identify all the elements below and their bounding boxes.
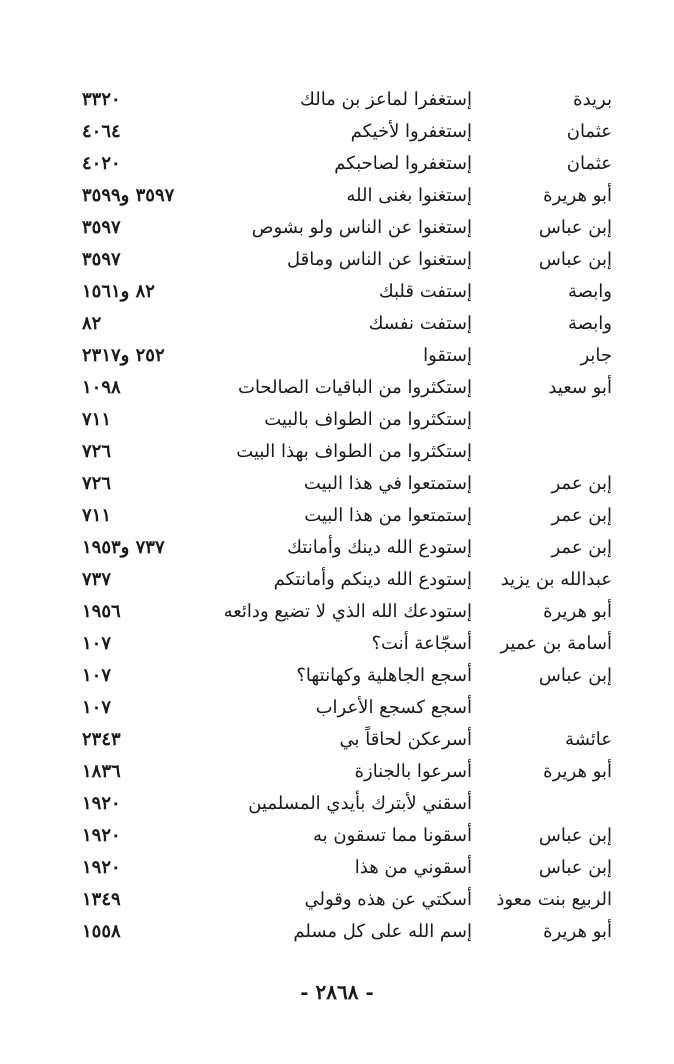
- narrator-name: جابر: [580, 345, 612, 366]
- index-row: [0, 468, 674, 500]
- narrator-name: عبدالله بن يزيد: [500, 569, 612, 590]
- hadith-number: ٧١١: [82, 505, 112, 526]
- hadith-number: ١٠٩٨: [82, 377, 121, 398]
- hadith-text: أسقوني من هذا: [354, 857, 472, 878]
- hadith-number: ٨٢ و١٥٦١: [82, 281, 155, 302]
- hadith-text: إستودع الله دينكم وأمانتكم: [273, 569, 472, 590]
- index-row: [0, 884, 674, 916]
- narrator-name: وابصة: [568, 313, 612, 334]
- index-row: [0, 788, 674, 820]
- index-row: [0, 820, 674, 852]
- page-number: - ٢٨٦٨ -: [300, 980, 374, 1004]
- hadith-number: ٤٠٦٤: [82, 121, 121, 142]
- narrator-name: إبن عباس: [538, 217, 612, 238]
- narrator-name: عائشة: [565, 729, 612, 750]
- hadith-number: ٧١١: [82, 409, 112, 430]
- hadith-text: إستمتعوا من هذا البيت: [304, 505, 472, 526]
- hadith-text: إستغفرا لماعز بن مالك: [300, 89, 472, 110]
- narrator-name: إبن عباس: [538, 857, 612, 878]
- index-row: [0, 308, 674, 340]
- index-row: [0, 660, 674, 692]
- index-row: [0, 116, 674, 148]
- hadith-text: إستمتعوا في هذا البيت: [303, 473, 472, 494]
- narrator-name: أسامة بن عمير: [500, 633, 612, 654]
- hadith-text: أسجع الجاهلية وكهانتها؟: [296, 665, 472, 686]
- narrator-name: إبن عمر: [551, 473, 612, 494]
- hadith-text: إسم الله على كل مسلم: [293, 921, 472, 942]
- narrator-name: أبو هريرة: [543, 601, 612, 622]
- hadith-number: ٤٠٢٠: [82, 153, 121, 174]
- narrator-name: إبن عباس: [538, 825, 612, 846]
- hadith-number: ٣٥٩٧: [82, 217, 121, 238]
- hadith-number: ١٩٢٠: [82, 857, 121, 878]
- hadith-text: أسكتي عن هذه وقولي: [304, 889, 472, 910]
- index-row: [0, 276, 674, 308]
- index-row: [0, 180, 674, 212]
- hadith-number: ١٩٢٠: [82, 825, 121, 846]
- index-row: [0, 372, 674, 404]
- hadith-text: أسرعكن لحاقاً بي: [339, 729, 472, 750]
- hadith-number: ١٠٧: [82, 697, 112, 718]
- hadith-text: أسجّاعة أنت؟: [371, 633, 472, 654]
- index-row: [0, 692, 674, 724]
- hadith-text: إستكثروا من الطواف بهذا البيت: [236, 441, 472, 462]
- narrator-name: عثمان: [566, 121, 612, 142]
- hadith-text: إستغنوا بغنى الله: [346, 185, 472, 206]
- hadith-number: ٧٢٦: [82, 473, 112, 494]
- index-row: [0, 212, 674, 244]
- hadith-number: ٢٣٤٣: [82, 729, 121, 750]
- hadith-text: إستودع الله دينك وأمانتك: [287, 537, 472, 558]
- narrator-name: إبن عباس: [538, 665, 612, 686]
- index-row: [0, 404, 674, 436]
- hadith-number: ١٠٧: [82, 633, 112, 654]
- index-row: [0, 852, 674, 884]
- index-row: [0, 500, 674, 532]
- hadith-number: ٣٣٢٠: [82, 89, 121, 110]
- index-row: [0, 148, 674, 180]
- hadith-number: ١٨٣٦: [82, 761, 121, 782]
- hadith-number: ١٩٥٦: [82, 601, 121, 622]
- narrator-name: وابصة: [568, 281, 612, 302]
- narrator-name: الربيع بنت معوذ: [496, 889, 612, 910]
- narrator-name: بريدة: [573, 89, 612, 110]
- hadith-text: إستغنوا عن الناس ولو بشوص: [251, 217, 472, 238]
- narrator-name: إبن عمر: [551, 505, 612, 526]
- hadith-number: ٣٥٩٧: [82, 249, 121, 270]
- index-row: [0, 436, 674, 468]
- narrator-name: أبو سعيد: [548, 377, 612, 398]
- narrator-name: إبن عباس: [538, 249, 612, 270]
- hadith-number: ٧٢٦: [82, 441, 112, 462]
- hadith-text: إستودعك الله الذي لا تضيع ودائعه: [223, 601, 472, 622]
- hadith-number: ١٥٥٨: [82, 921, 121, 942]
- hadith-text: إستقوا: [423, 345, 472, 366]
- hadith-text: إستكثروا من الطواف بالبيت: [264, 409, 472, 430]
- hadith-number: ٧٣٧ و١٩٥٣: [82, 537, 165, 558]
- hadith-number: ١٣٤٩: [82, 889, 121, 910]
- index-row: [0, 756, 674, 788]
- narrator-name: عثمان: [566, 153, 612, 174]
- index-row: [0, 724, 674, 756]
- hadith-index-list: [0, 84, 674, 948]
- narrator-name: إبن عمر: [551, 537, 612, 558]
- hadith-number: ٢٥٢ و٢٣١٧: [82, 345, 165, 366]
- index-row: [0, 244, 674, 276]
- hadith-text: إستغفروا لصاحبكم: [334, 153, 472, 174]
- hadith-number: ١٠٧: [82, 665, 112, 686]
- hadith-text: أسجع كسجع الأعراب: [315, 697, 472, 718]
- hadith-number: ١٩٢٠: [82, 793, 121, 814]
- hadith-text: أسقونا مما تسقون به: [312, 825, 472, 846]
- index-row: [0, 916, 674, 948]
- narrator-name: أبو هريرة: [543, 185, 612, 206]
- hadith-text: إستفت قلبك: [378, 281, 472, 302]
- index-row: [0, 340, 674, 372]
- hadith-text: أسقني لأبترك بأيدي المسلمين: [248, 793, 472, 814]
- narrator-name: أبو هريرة: [543, 921, 612, 942]
- hadith-number: ٧٣٧: [82, 569, 112, 590]
- hadith-text: إستغفروا لأخيكم: [350, 121, 472, 142]
- narrator-name: أبو هريرة: [543, 761, 612, 782]
- hadith-text: إستغنوا عن الناس وماقل: [287, 249, 472, 270]
- index-row: [0, 596, 674, 628]
- index-row: [0, 532, 674, 564]
- hadith-text: إستفت نفسك: [368, 313, 472, 334]
- index-row: [0, 628, 674, 660]
- hadith-text: إستكثروا من الباقيات الصالحات: [238, 377, 472, 398]
- hadith-number: ٨٢: [82, 313, 102, 334]
- index-row: [0, 564, 674, 596]
- index-row: [0, 84, 674, 116]
- hadith-number: ٣٥٩٧ و٣٥٩٩: [82, 185, 175, 206]
- hadith-text: أسرعوا بالجنازة: [354, 761, 472, 782]
